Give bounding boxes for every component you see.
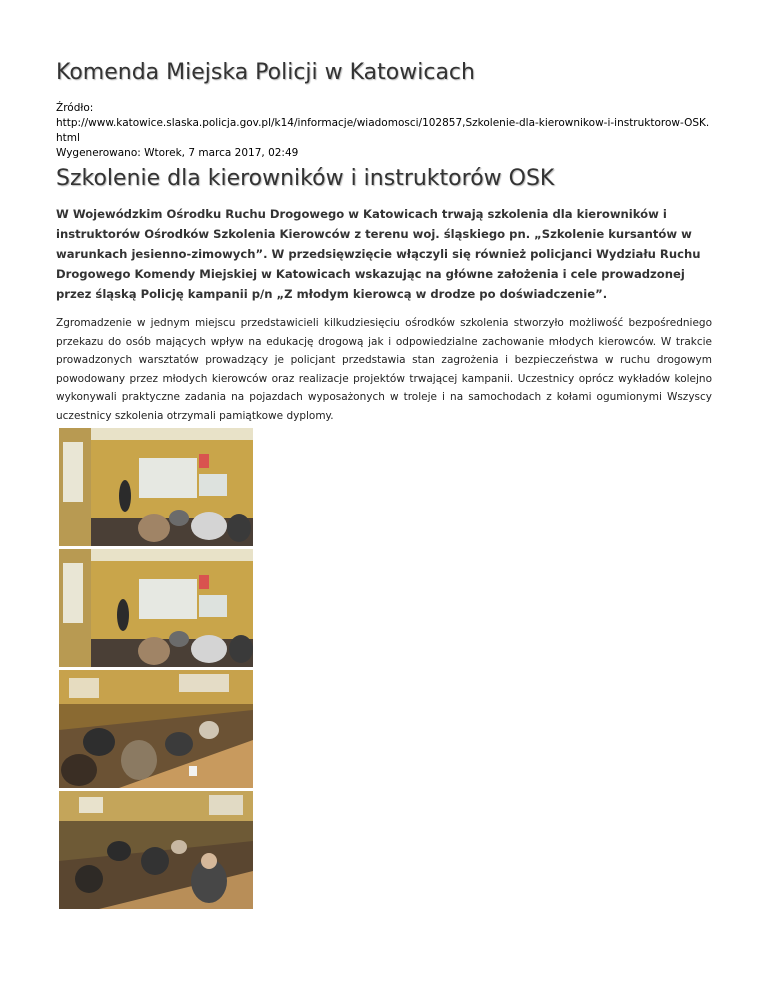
article-body: Zgromadzenie w jednym miejscu przedstawicieli kilkudziesięciu ośrodków szkolenia stworzyło możliwość bezpośredniego przekazu do osób mających wpływ na edukację drogową jak i odpowiedzialne zachowanie młodych kierowców. W trakcie prowadzonych warsztatów prowadzący je policjant przedstawia stan zagrożenia i bezpieczeństwa w ruchu drogowym powodowany przez młodych kierowców oraz realizacje projektów trwającej kampanii. Uczestnicy oprócz wykładów kolejno wykonywali praktyczne zadania na pojazdach wyposażonych w troleje i na samochodach z kołami ogumionymi Wszyscy uczestnicy szkolenia otrzymali pamiątkowe dyplomy. bbox=[56, 317, 712, 422]
generated-date: Wygenerowano: Wtorek, 7 marca 2017, 02:49 bbox=[56, 147, 299, 159]
audience-photo-2[interactable] bbox=[59, 791, 253, 909]
lecture-photo-2[interactable] bbox=[59, 549, 253, 667]
site-title: Komenda Miejska Policji w Katowicach bbox=[56, 60, 475, 85]
lecture-photo-1[interactable] bbox=[59, 428, 253, 546]
article-title: Szkolenie dla kierowników i instruktorów OSK bbox=[56, 166, 555, 191]
photo-gallery bbox=[59, 428, 253, 912]
audience-photo-1[interactable] bbox=[59, 670, 253, 788]
article-lead: W Wojewódzkim Ośrodku Ruchu Drogowego w Katowicach trwają szkolenia dla kierowników i instruktorów Ośrodków Szkolenia Kierowców z terenu woj. śląskiego pn. „Szkolenie kursantów w warunkach jesienno-zimowych”. W przedsięwzięcie włączyli się również policjanci Wydziału Ruchu Drogowego Komendy Miejskiej w Katowicach wskazując na główne założenia i cele prowadzonej przez śląską Policję kampanii p/n „Z młodym kierowcą w drodze po doświadczenie”. bbox=[56, 207, 701, 301]
source-url[interactable]: http://www.katowice.slaska.policja.gov.pl/k14/informacje/wiadomosci/102857,Szkolenie-dla-kierownikow-i-instruktorow-OSK.html bbox=[56, 117, 710, 144]
meta-info bbox=[56, 101, 712, 161]
source-label: Źródło: bbox=[56, 102, 94, 114]
